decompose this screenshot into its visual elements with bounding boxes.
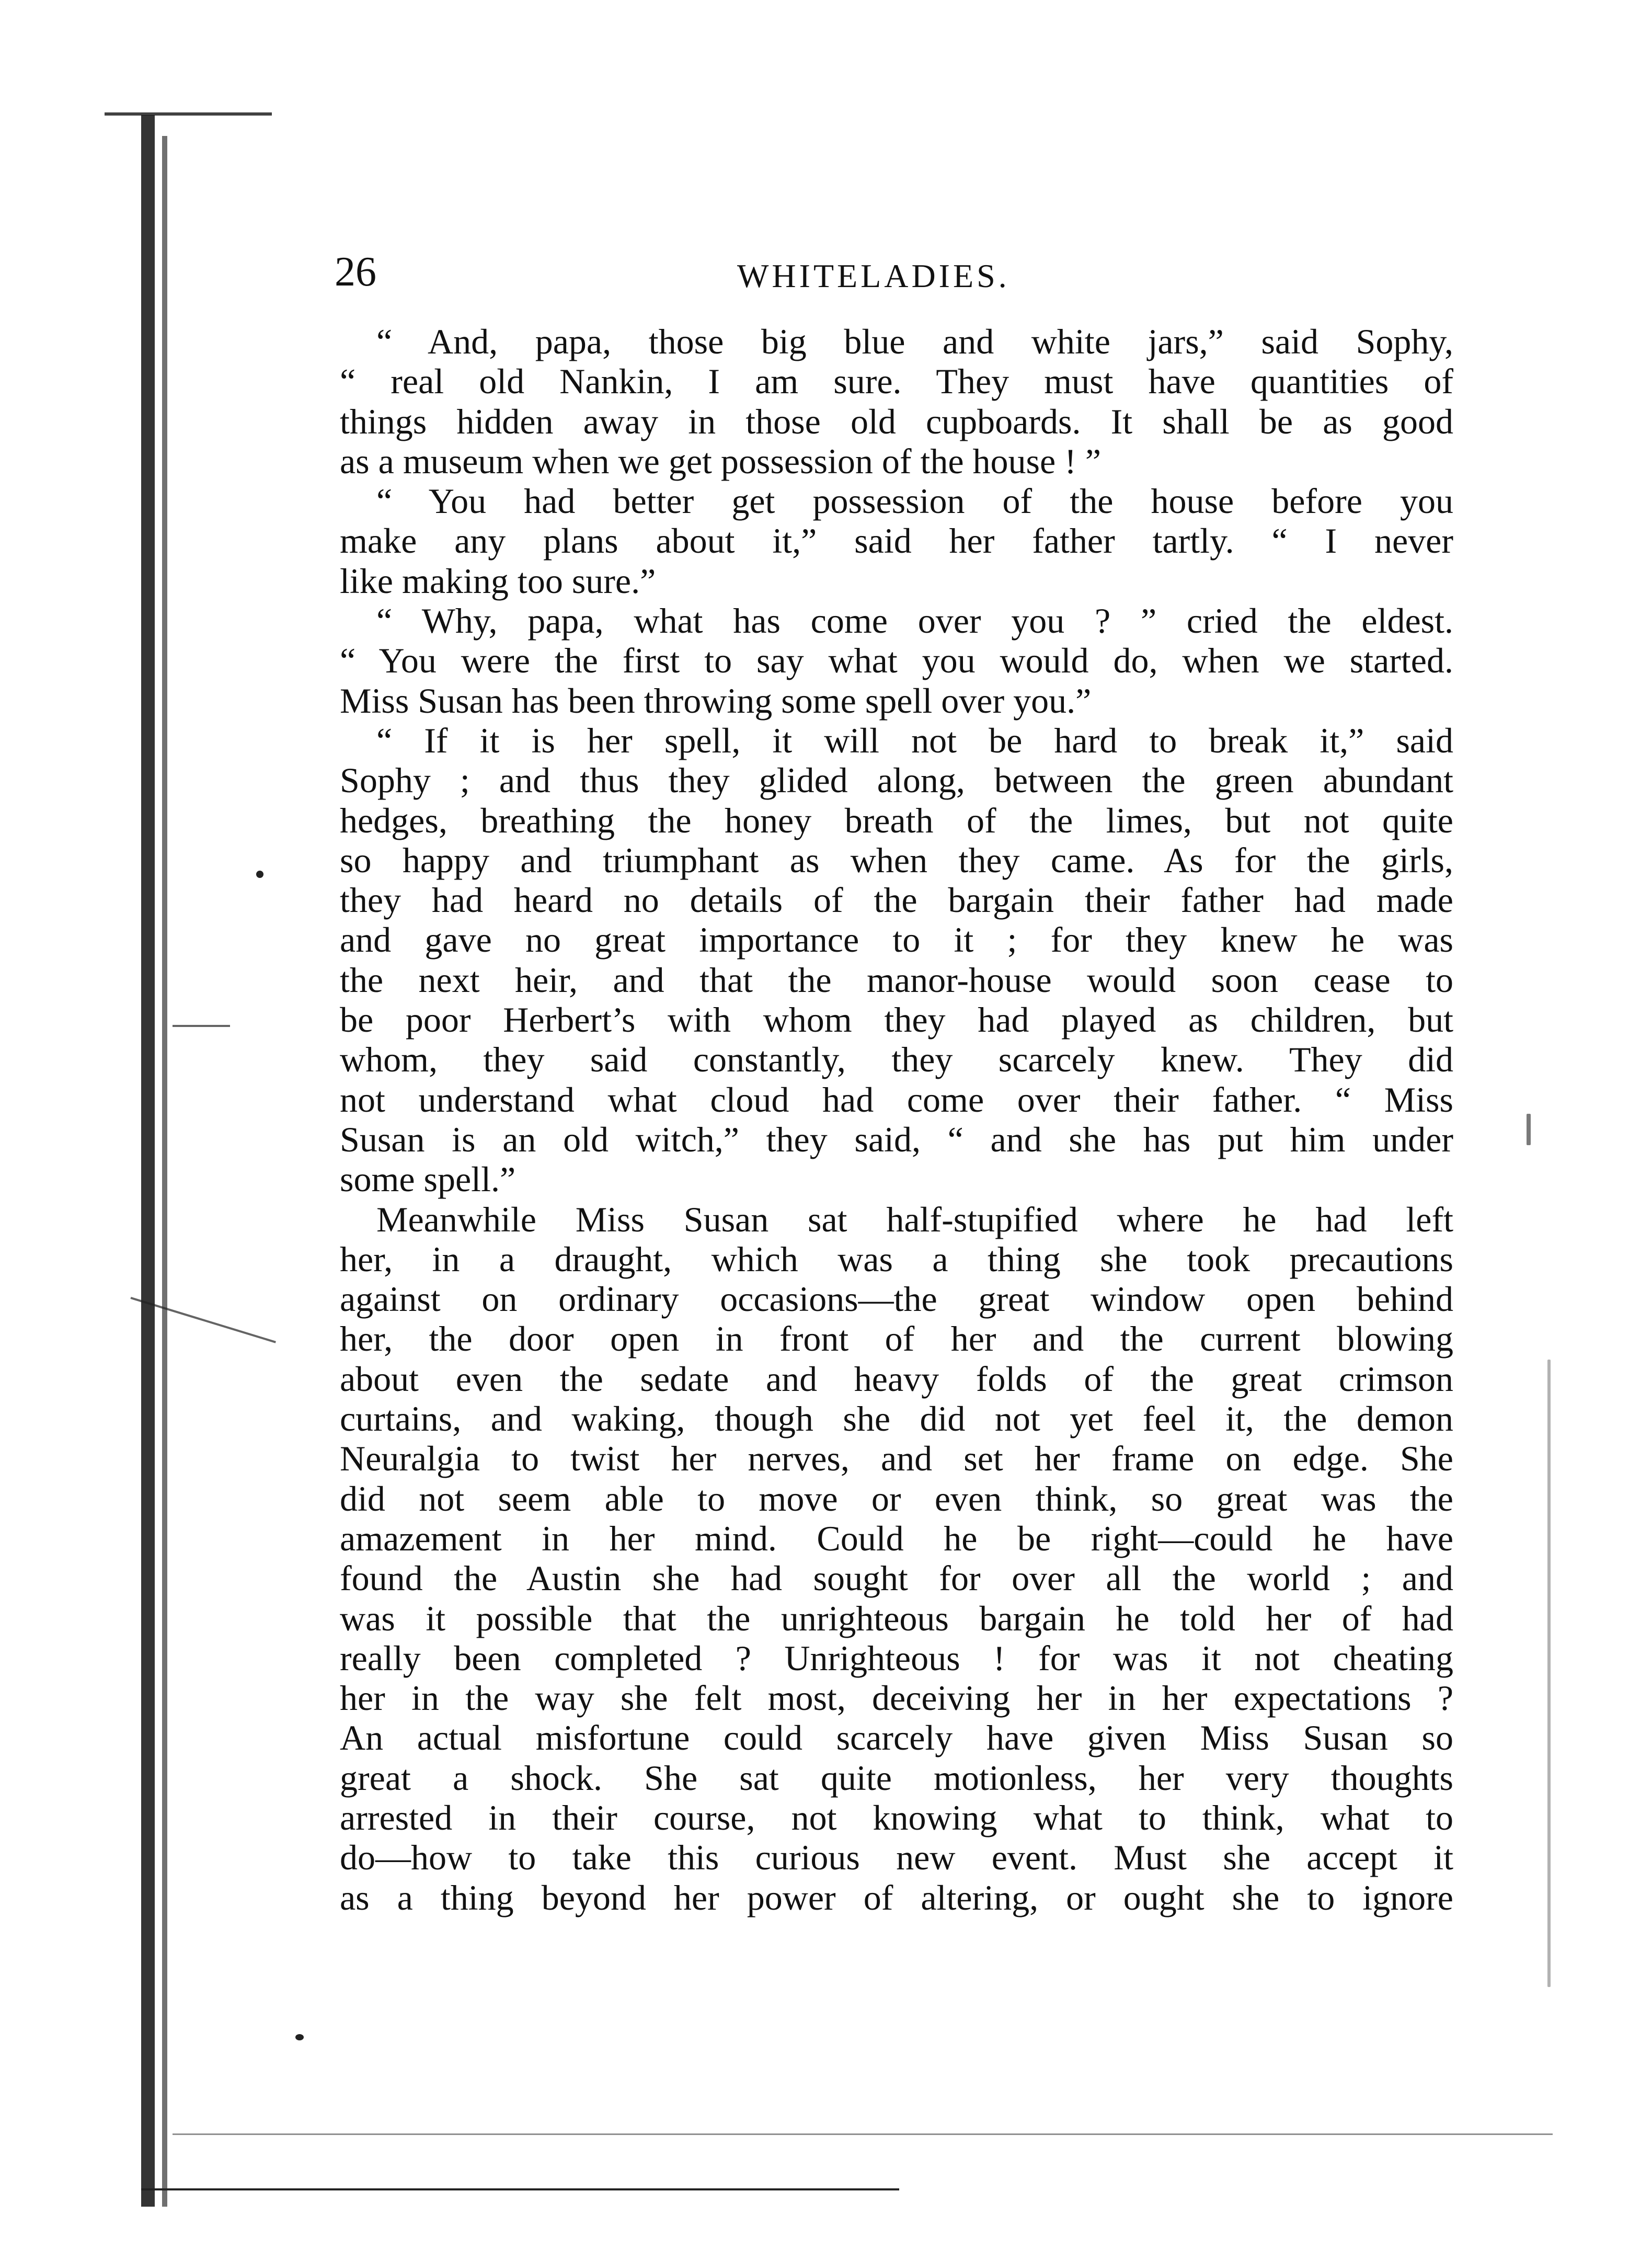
text-line: “ If it is her spell, it will not be hard to break it,” said [376,720,1453,760]
text-line: as a museum when we get possession of the house ! ” [340,441,1102,481]
running-header [335,246,1469,309]
text-line: as a thing beyond her power of altering, or ought she to ignore [340,1877,1453,1917]
text-line: and gave no great importance to it ; for they knew he was [340,920,1453,960]
text-line: like making too sure.” [340,561,656,601]
text-line: against on ordinary occasions—the great window open behind [340,1279,1453,1319]
text-line: An actual misfortune could scarcely have given Miss Susan so [340,1718,1453,1758]
text-line: “ Why, papa, what has come over you ? ” cried the eldest. [376,601,1453,641]
bottom-rule-dashed [173,2133,1553,2135]
text-line: be poor Herbert’s with whom they had played as children, but [340,1000,1453,1040]
text-line: some spell.” [340,1159,516,1200]
text-line: the next heir, and that the manor-house would soon cease to [340,960,1453,1000]
text-line: her, in a draught, which was a thing she took precautions [340,1239,1453,1279]
scan-speck [1527,1114,1531,1145]
text-line: “ You were the first to say what you would do, when we started. [340,641,1453,681]
text-line: Neuralgia to twist her nerves, and set her frame on edge. She [340,1439,1453,1479]
text-line: great a shock. She sat quite motionless, her very thoughts [340,1757,1453,1798]
body-text [340,322,1453,1917]
text-line: did not seem able to move or even think, so great was the [340,1478,1453,1519]
page-number: 26 [335,249,376,295]
text-line: Miss Susan has been throwing some spell over you.” [340,680,1092,721]
text-line: things hidden away in those old cupboards. It shall be as good [340,401,1453,441]
text-line: about even the sedate and heavy folds of the great crimson [340,1359,1453,1399]
binding-edge-top [105,112,272,116]
text-line: they had heard no details of the bargain their father had made [340,880,1453,920]
text-line: not understand what cloud had come over their father. “ Miss [340,1079,1453,1120]
binding-edge-inner [162,136,167,2207]
binding-edge [141,115,155,2207]
scan-speck [1547,1360,1551,1987]
scan-speck [295,2034,304,2040]
text-line: Sophy ; and thus they glided along, between the green abundant [340,760,1453,801]
text-line: her, the door open in front of her and the current blowing [340,1319,1453,1359]
text-line: “ You had better get possession of the house before you [376,481,1453,521]
text-line: “ And, papa, those big blue and white jars,” said Sophy, [376,322,1453,361]
text-line: do—how to take this curious new event. Must she accept it [340,1837,1453,1878]
text-line: hedges, breathing the honey breath of the limes, but not quite [340,800,1453,840]
text-line: “ real old Nankin, I am sure. They must have quantities of [340,361,1453,402]
text-line: was it possible that the unrighteous bargain he told her of had [340,1598,1453,1638]
text-line: make any plans about it,” said her father tartly. “ I never [340,521,1453,561]
running-title: WHITELADIES. [737,257,1010,294]
margin-stroke [173,1025,230,1027]
text-line: found the Austin she had sought for over all the world ; and [340,1558,1453,1599]
text-line: Meanwhile Miss Susan sat half-stupified where he had left [376,1199,1453,1239]
scan-speck [256,871,263,878]
text-line: arrested in their course, not knowing what to think, what to [340,1797,1453,1837]
text-line: her in the way she felt most, deceiving her in her expectations ? [340,1678,1453,1718]
text-line: so happy and triumphant as when they came. As for the girls, [340,840,1453,880]
text-line: really been completed ? Unrighteous ! for was it not cheating [340,1638,1453,1678]
text-line: whom, they said constantly, they scarcely knew. They did [340,1040,1453,1080]
bottom-rule [141,2188,899,2190]
text-line: amazement in her mind. Could he be right—could he have [340,1518,1453,1558]
text-line: Susan is an old witch,” they said, “ and she has put him under [340,1119,1453,1159]
text-line: curtains, and waking, though she did not yet feel it, the demon [340,1399,1453,1439]
